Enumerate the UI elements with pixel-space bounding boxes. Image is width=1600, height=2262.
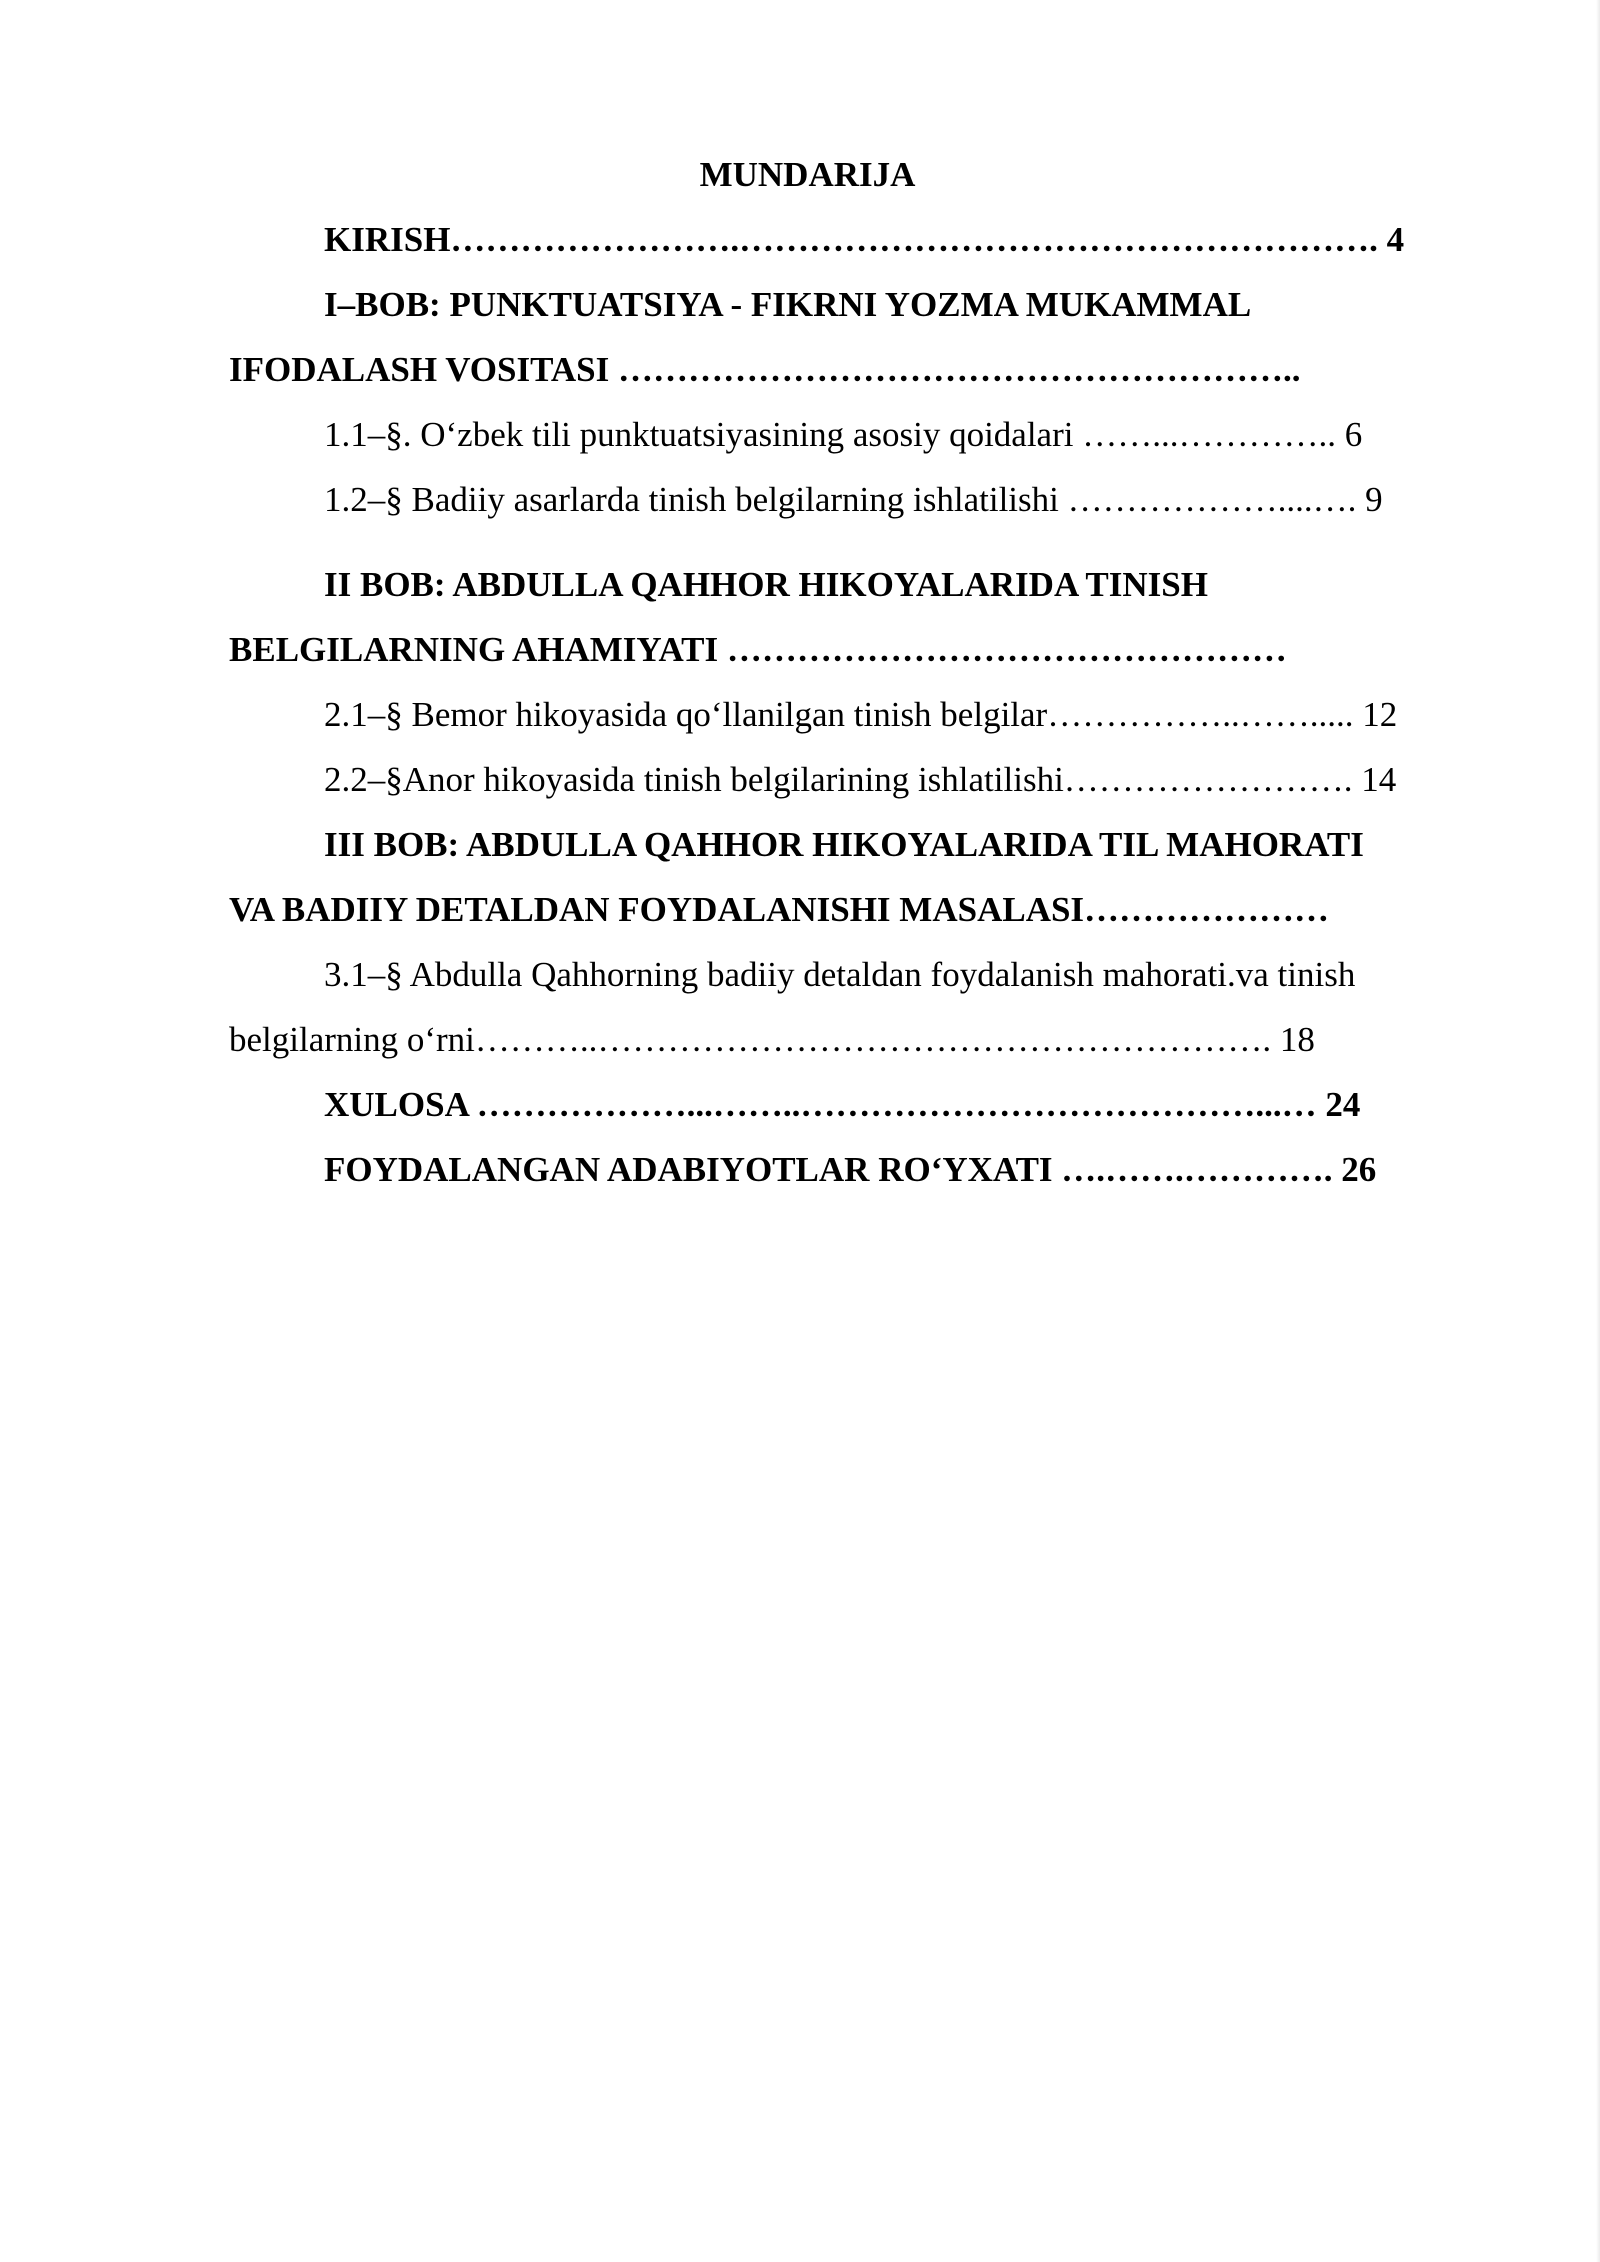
toc-entry-chapter-3-line-1: III BOB: ABDULLA QAHHOR HIKOYALARIDA TIL MAHORATI xyxy=(324,825,1364,864)
toc-entry-section-3-1-line-1: 3.1–§ Abdulla Qahhorning badiiy detaldan foydalanish mahorati.va tinish xyxy=(324,955,1356,994)
toc-entry-chapter-2-line-1: II BOB: ABDULLA QAHHOR HIKOYALARIDA TINISH xyxy=(324,565,1208,604)
toc-entry-section-3-1-line-2: belgilarning o‘rni………..…………………………………………………. 18 xyxy=(229,1020,1315,1059)
toc-entry-chapter-3-line-2: VA BADIIY DETALDAN FOYDALANISHI MASALASI………………… xyxy=(229,890,1330,929)
toc-entry-chapter-1-line-2: IFODALASH VOSITASI ………………………………………………….. xyxy=(229,350,1301,389)
toc-entry-xulosa: XULOSA ………………...……..…………………………………...… 24 xyxy=(324,1085,1361,1124)
page-edge-shadow xyxy=(1596,0,1600,2262)
toc-entry-kirish: KIRISH…………………….………………………………………………. 4 xyxy=(324,220,1405,259)
toc-entry-chapter-2-line-2: BELGILARNING AHAMIYATI ………………………………………… xyxy=(229,630,1287,669)
toc-entry-section-1-2: 1.2–§ Badiiy asarlarda tinish belgilarning ishlatilishi ………………....…. 9 xyxy=(324,480,1383,519)
toc-entry-chapter-1-line-1: I–BOB: PUNKTUATSIYA - FIKRNI YOZMA MUKAMMAL xyxy=(324,285,1252,324)
toc-entry-section-1-1: 1.1–§. O‘zbek tili punktuatsiyasining asosiy qoidalari ……...………….. 6 xyxy=(324,415,1363,454)
toc-entry-section-2-2: 2.2–§Anor hikoyasida tinish belgilarining ishlatilishi……………………. 14 xyxy=(324,760,1397,799)
toc-entry-references: FOYDALANGAN ADABIYOTLAR RO‘YXATI ….…….…………. 26 xyxy=(324,1150,1377,1189)
toc-title: MUNDARIJA xyxy=(699,155,916,194)
toc-entry-section-2-1: 2.1–§ Bemor hikoyasida qo‘llanilgan tinish belgilar……………..……..... 12 xyxy=(324,695,1398,734)
